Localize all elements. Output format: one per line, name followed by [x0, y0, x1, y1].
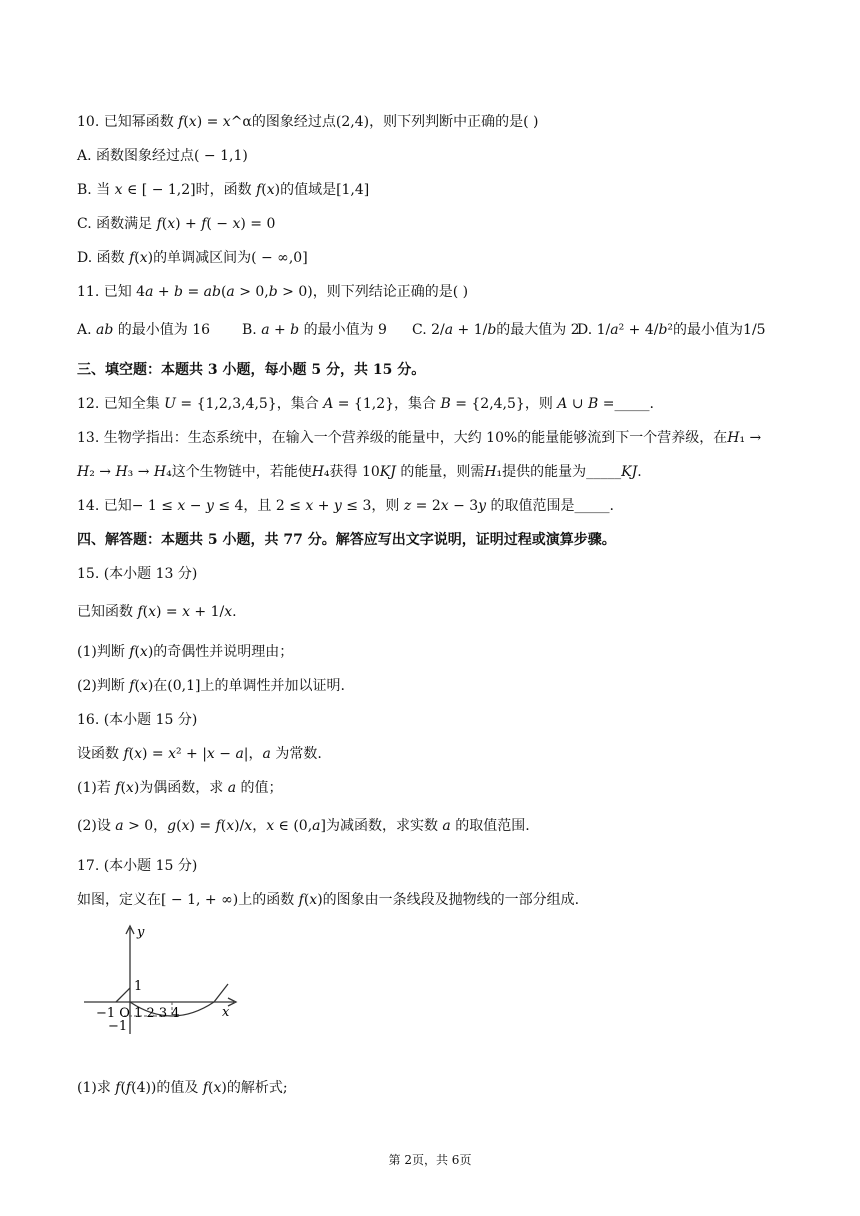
q10-option-c: C. 函数满足 𝑓(𝑥) + 𝑓( − 𝑥) = 0 [77, 216, 276, 232]
function-graph-figure [82, 922, 242, 1037]
q16-given: 设函数 𝑓(𝑥) = 𝑥² + |𝑥 − 𝑎|，𝑎 为常数. [77, 746, 322, 762]
x-tick-labels: −1 O 1 2 3 4 [96, 1006, 180, 1021]
y-tick-one: 1 [134, 979, 143, 994]
y-tick-minus-one: −1 [108, 1019, 128, 1034]
q16-part-2: (2)设 𝑎 > 0，𝑔(𝑥) = 𝑓(𝑥)/𝑥，𝑥 ∈ (0,𝑎]为减函数，求实数 𝑎 的取值范围. [77, 818, 530, 834]
page-footer: 第 2页，共 6页 [388, 1153, 472, 1167]
q10-option-a: A. 函数图象经过点( − 1,1) [77, 148, 248, 164]
line-segment [116, 988, 130, 1002]
section-4-heading: 四、解答题：本题共 5 小题，共 77 分。解答应写出文字说明，证明过程或演算步骤。 [77, 532, 616, 548]
q15-heading: 15. (本小题 13 分) [77, 566, 198, 582]
q15-part-1: (1)判断 𝑓(𝑥)的奇偶性并说明理由； [77, 644, 294, 660]
q15-part-2: (2)判断 𝑓(𝑥)在(0,1]上的单调性并加以证明. [77, 678, 345, 694]
q10-option-d: D. 函数 𝑓(𝑥)的单调减区间为( − ∞,0] [77, 250, 308, 266]
y-axis-label: y [137, 925, 145, 940]
q16-part-1: (1)若 𝑓(𝑥)为偶函数，求 𝑎 的值； [77, 780, 283, 796]
q11-option-a: A. 𝑎𝑏 的最小值为 16 [77, 322, 211, 338]
q16-heading: 16. (本小题 15 分) [77, 712, 198, 728]
x-axis-label: x [222, 1005, 230, 1020]
q12: 12. 已知全集 𝑈 = {1,2,3,4,5}，集合 𝐴 = {1,2}，集合 𝐵 = {2,4,5}，则 𝐴 ∪ 𝐵 =_____. [77, 396, 654, 412]
q11-option-c: C. 2/𝑎 + 1/𝑏的最大值为 2 [412, 322, 580, 338]
q17-given: 如图，定义在[ − 1, + ∞)上的函数 𝑓(𝑥)的图象由一条线段及抛物线的一部分组成. [77, 892, 580, 908]
q10-option-b: B. 当 𝑥 ∈ [ − 1,2]时，函数 𝑓(𝑥)的值域是[1,4] [77, 182, 370, 198]
q13-line-1: 13. 生物学指出：生态系统中，在输入一个营养级的能量中，大约 10%的能量能够流到下一个营养级，在𝐻₁ → [77, 430, 762, 446]
function-graph [82, 922, 242, 1037]
q17-heading: 17. (本小题 15 分) [77, 858, 198, 874]
q11-options [77, 320, 766, 340]
section-3-heading: 三、填空题：本题共 3 小题，每小题 5 分，共 15 分。 [77, 362, 426, 378]
q14: 14. 已知− 1 ≤ 𝑥 − 𝑦 ≤ 4，且 2 ≤ 𝑥 + 𝑦 ≤ 3，则 𝑧 = 2𝑥 − 3𝑦 的取值范围是_____. [77, 498, 614, 514]
q11-option-b: B. 𝑎 + 𝑏 的最小值为 9 [242, 322, 387, 338]
q10-stem: 10. 已知幂函数 𝑓(𝑥) = 𝑥^α的图象经过点(2,4)，则下列判断中正确的是( ) [77, 114, 539, 130]
q13-line-2: 𝐻₂ → 𝐻₃ → 𝐻₄这个生物链中，若能使𝐻₄获得 10𝐾𝐽 的能量，则需𝐻₁提供的能量为_____𝐾𝐽. [77, 464, 642, 480]
q17-part-1: (1)求 𝑓(𝑓(4))的值及 𝑓(𝑥)的解析式; [77, 1080, 288, 1096]
q11-stem: 11. 已知 4𝑎 + 𝑏 = 𝑎𝑏(𝑎 > 0,𝑏 > 0)，则下列结论正确的是( ) [77, 284, 469, 300]
q15-given: 已知函数 𝑓(𝑥) = 𝑥 + 1/𝑥. [77, 604, 237, 620]
q11-option-d: D. 1/𝑎² + 4/𝑏²的最小值为1/5 [577, 322, 766, 338]
